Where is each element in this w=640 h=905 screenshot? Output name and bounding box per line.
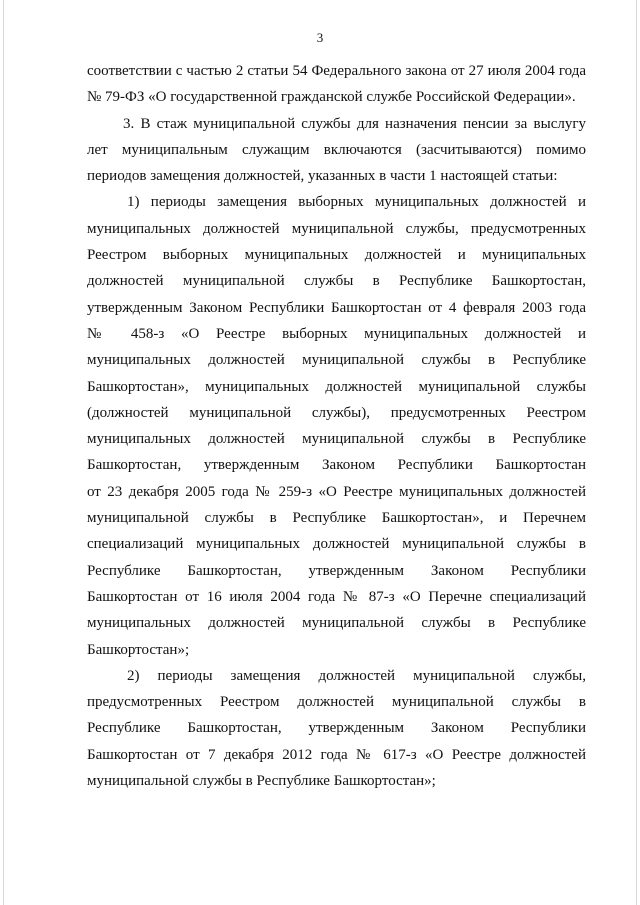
text-line: соответствии с частью 2 статьи 54 Федерального закона от 27 июля 2004 года xyxy=(87,63,586,79)
text-line: 2) периоды замещения должностей муниципальной службы, xyxy=(127,667,586,684)
text-line: муниципальных должностей муниципальной службы в Республике xyxy=(87,615,586,632)
text-line: 1) периоды замещения выборных муниципальных должностей и xyxy=(127,194,586,211)
text-line: Реестром выборных муниципальных должностей и муниципальных xyxy=(87,247,586,264)
text-line: от 23 декабря 2005 года № 259-з «О Реестре муниципальных должностей xyxy=(87,483,586,500)
text-line: Башкортостан», муниципальных должностей муниципальной службы xyxy=(87,378,586,395)
text-line: 3. В стаж муниципальной службы для назначения пенсии за выслугу xyxy=(123,115,586,132)
text-line: № 458-з «О Реестре выборных муниципальных должностей и xyxy=(87,325,586,342)
text-line: должностей муниципальной службы в Республике Башкортостан, xyxy=(87,273,586,290)
text-line: периодов замещения должностей, указанных в части 1 настоящей статьи: xyxy=(87,168,558,185)
scan-edge-right xyxy=(636,0,637,905)
text-line: утвержденным Законом Республики Башкортостан от 4 февраля 2003 года xyxy=(87,299,586,316)
text-line: Башкортостан»; xyxy=(87,641,190,658)
text-line: предусмотренных Реестром должностей муниципальной службы в xyxy=(87,694,586,711)
text-line: муниципальных должностей муниципальной службы в Республике xyxy=(87,431,586,448)
text-line: № 79-ФЗ «О государственной гражданской службе Российской Федерации». xyxy=(87,89,576,106)
text-line: муниципальной службы в Республике Башкортостан», и Перечнем xyxy=(87,510,586,527)
scan-edge-left xyxy=(3,0,4,905)
page-number: 3 xyxy=(316,30,324,45)
text-line: Республике Башкортостан, утвержденным Законом Республики xyxy=(87,720,586,737)
text-line: Республике Башкортостан, утвержденным Законом Республики xyxy=(87,562,586,579)
text-line: муниципальных должностей муниципальной службы, предусмотренных xyxy=(87,220,586,237)
document-body xyxy=(87,58,586,794)
text-line: Башкортостан, утвержденным Законом Республики Башкортостан xyxy=(87,457,586,474)
text-line: специализаций муниципальных должностей муниципальной службы в xyxy=(87,536,586,553)
text-line: Башкортостан от 7 декабря 2012 года № 617-з «О Реестре должностей xyxy=(87,746,586,763)
text-line: Башкортостан от 16 июля 2004 года № 87-з «О Перечне специализаций xyxy=(87,588,586,605)
text-line: лет муниципальным служащим включаются (засчитываются) помимо xyxy=(87,141,586,158)
text-line: (должностей муниципальной службы), предусмотренных Реестром xyxy=(87,404,586,421)
text-line: муниципальной службы в Республике Башкортостан»; xyxy=(87,773,436,790)
text-line: муниципальных должностей муниципальной службы в Республике xyxy=(87,352,586,369)
